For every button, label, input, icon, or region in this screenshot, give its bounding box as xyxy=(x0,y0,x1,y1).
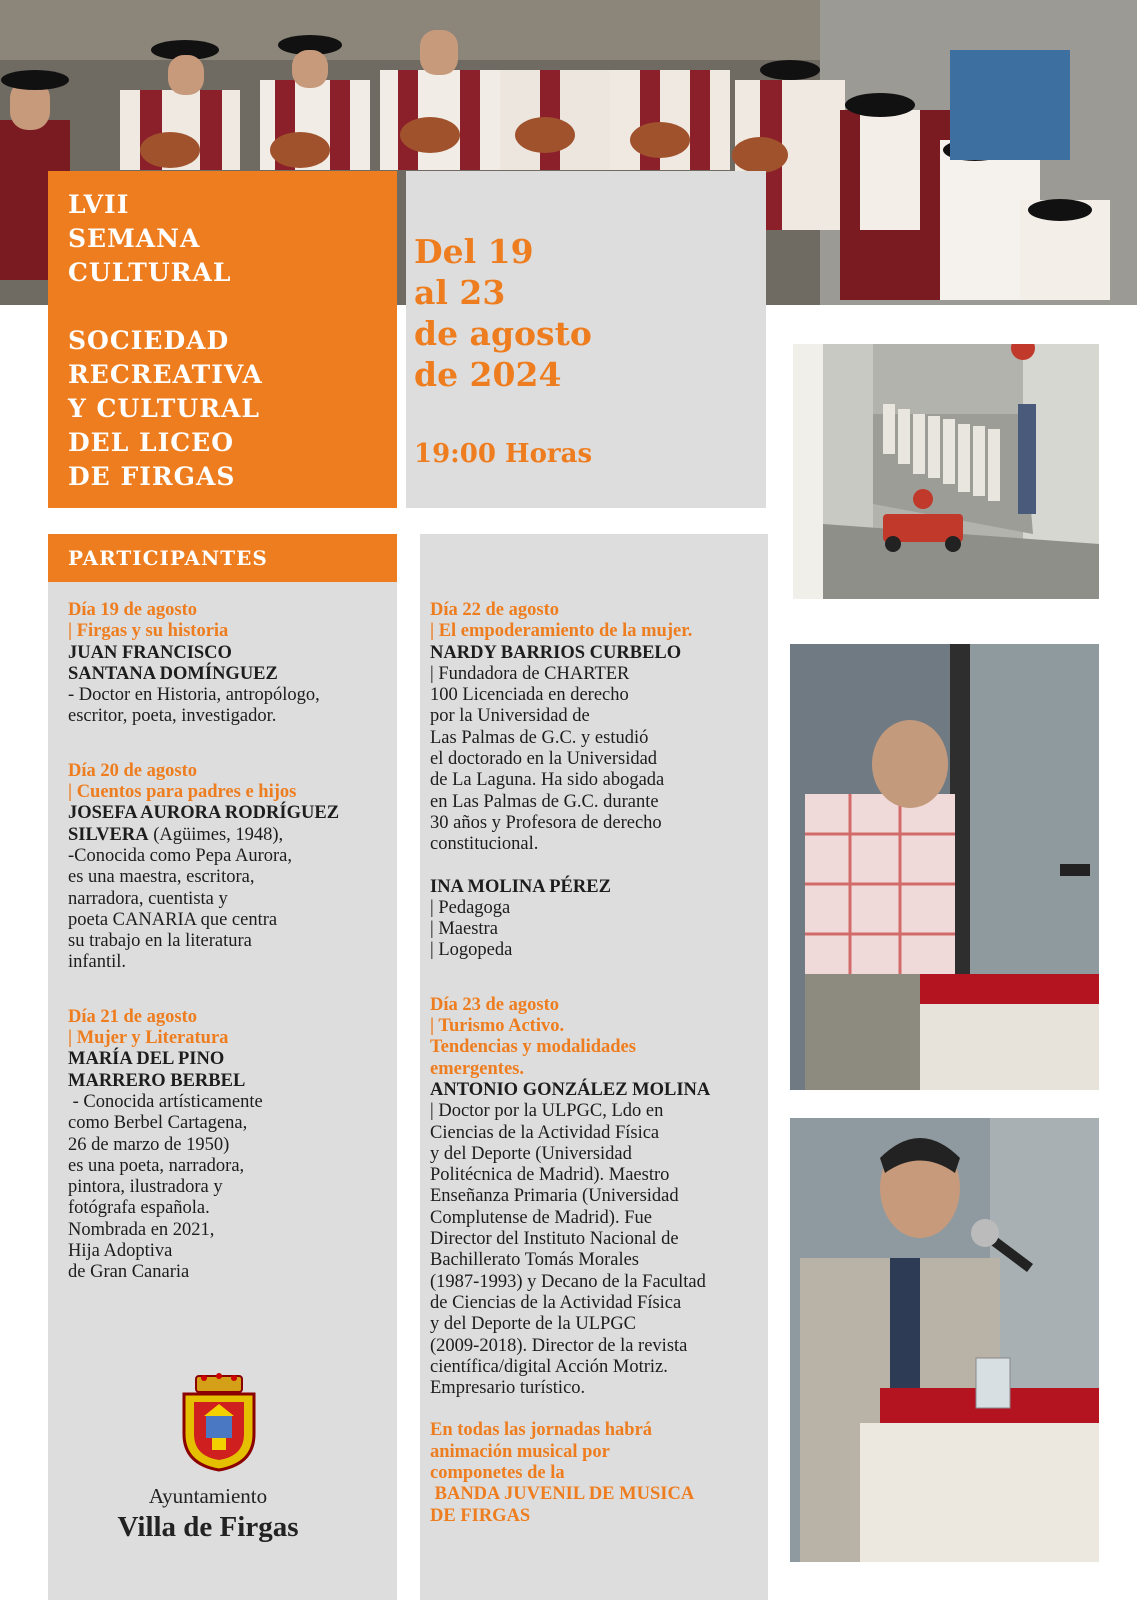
date-line3: de agosto xyxy=(414,314,592,353)
bio-line: | Logopeda xyxy=(430,940,513,961)
speaker-name-line2: SANTANA DOMÍNGUEZ xyxy=(68,663,278,684)
bio-line: (2009-2018). Director de la revista xyxy=(430,1335,688,1356)
session-topic: | Firgas y su historia xyxy=(68,621,229,642)
bio-line: - Doctor en Historia, antropólogo, xyxy=(68,685,320,706)
session-topic: | Cuentos para padres e hijos xyxy=(68,782,297,803)
bio-line: 26 de marzo de 1950) xyxy=(68,1134,230,1155)
bio-line: Hija Adoptiva xyxy=(68,1241,173,1262)
closing-line: DE FIRGAS xyxy=(430,1505,531,1526)
bio-line: Enseñanza Primaria (Universidad xyxy=(430,1186,679,1207)
photo-speaker-microphone xyxy=(790,1118,1099,1562)
date-line2: al 23 xyxy=(414,273,506,312)
bio-line: narradora, cuentista y xyxy=(68,888,228,909)
participants-title: PARTICIPANTES xyxy=(68,546,268,570)
bio-line: como Berbel Cartagena, xyxy=(68,1113,248,1134)
bio-line: Empresario turístico. xyxy=(430,1378,586,1399)
logo-line1: Ayuntamiento xyxy=(148,1484,268,1508)
bio-line: constitucional. xyxy=(430,834,539,855)
session-date: Día 22 de agosto xyxy=(430,600,559,620)
speaker-name: INA MOLINA PÉREZ xyxy=(430,876,611,897)
bio-line: Complutense de Madrid). Fue xyxy=(430,1207,652,1228)
bio-line: -Conocida como Pepa Aurora, xyxy=(68,845,292,866)
closing-note xyxy=(430,1420,765,1526)
bio-line: fotógrafa española. xyxy=(68,1198,210,1219)
event-title-line2: CULTURAL xyxy=(68,258,232,287)
bio-line: (1987-1993) y Decano de la Facultad xyxy=(430,1271,706,1292)
bio-line: pintora, ilustradora y xyxy=(68,1177,223,1198)
event-title-line1: SEMANA xyxy=(68,224,201,253)
bio-line: | Fundadora de CHARTER xyxy=(430,663,630,684)
bio-line: 100 Licenciada en derecho xyxy=(430,685,629,706)
bio-line: | Doctor por la ULPGC, Ldo en xyxy=(430,1101,664,1122)
bio-line: y del Deporte de la ULPGC xyxy=(430,1314,637,1335)
session-topic: Tendencias y modalidades xyxy=(430,1037,636,1058)
speaker-name-line1: JOSEFA AURORA RODRÍGUEZ xyxy=(68,803,340,824)
session-day22 xyxy=(430,600,765,962)
session-day21 xyxy=(68,1007,393,1284)
date-panel xyxy=(406,171,766,508)
bio-line: escritor, poeta, investigador. xyxy=(68,706,277,727)
speaker-origin: (Agüimes, 1948), xyxy=(148,824,284,845)
bio-line: científica/digital Acción Motriz. xyxy=(430,1356,668,1377)
coat-of-arms-icon xyxy=(174,1372,264,1472)
session-day19 xyxy=(68,600,393,728)
bio-line: por la Universidad de xyxy=(430,706,590,727)
left-column-text xyxy=(68,600,393,1305)
session-date: Día 23 de agosto xyxy=(430,994,559,1015)
session-topic: | Mujer y Literatura xyxy=(68,1028,229,1049)
organizer-line5: DE FIRGAS xyxy=(68,462,236,491)
organizer-line1: SOCIEDAD xyxy=(68,326,230,355)
photo-go-kart-race xyxy=(793,344,1099,599)
session-date: Día 19 de agosto xyxy=(68,600,197,620)
closing-line: animación musical por xyxy=(430,1441,610,1462)
closing-line: BANDA JUVENIL DE MUSICA xyxy=(430,1484,695,1505)
edition-label: LVII xyxy=(68,190,130,219)
date-line4: de 2024 xyxy=(414,355,562,394)
bio-line: de Ciencias de la Actividad Física xyxy=(430,1292,682,1313)
speaker-name: NARDY BARRIOS CURBELO xyxy=(430,642,682,663)
bio-line: Nombrada en 2021, xyxy=(68,1219,215,1240)
bio-line: | Pedagoga xyxy=(430,897,511,918)
logo-caption xyxy=(48,1484,368,1544)
speaker-name-line2: MARRERO BERBEL xyxy=(68,1070,246,1091)
bio-line: de Gran Canaria xyxy=(68,1262,190,1283)
bio-line: Las Palmas de G.C. y estudió xyxy=(430,727,649,748)
closing-line: En todas las jornadas habrá xyxy=(430,1420,653,1441)
bio-line: Director del Instituto Nacional de xyxy=(430,1229,679,1250)
session-day23 xyxy=(430,995,765,1400)
session-date: Día 20 de agosto xyxy=(68,760,197,781)
bio-line: - Conocida artísticamente xyxy=(68,1091,263,1112)
speaker-name-line2: SILVERA xyxy=(68,824,149,845)
organizer-line4: DEL LICEO xyxy=(68,428,235,457)
bio-line: poeta CANARIA que centra xyxy=(68,909,278,930)
event-title-panel xyxy=(48,171,397,508)
session-topic: | Turismo Activo. xyxy=(430,1016,565,1037)
organizer-line2: RECREATIVA xyxy=(68,360,263,389)
bio-line: su trabajo en la literatura xyxy=(68,931,252,952)
date-line1: Del 19 xyxy=(414,232,534,271)
speaker-name: ANTONIO GONZÁLEZ MOLINA xyxy=(430,1079,711,1100)
bio-line: infantil. xyxy=(68,952,127,973)
organizer-line3: Y CULTURAL xyxy=(68,394,260,423)
bio-line: 30 años y Profesora de derecho xyxy=(430,812,662,833)
bio-line: de La Laguna. Ha sido abogada xyxy=(430,770,665,791)
session-day20 xyxy=(68,761,393,974)
event-time: 19:00 Horas xyxy=(414,439,593,469)
bio-line: Ciencias de la Actividad Física xyxy=(430,1122,660,1143)
session-topic: emergentes. xyxy=(430,1058,524,1079)
bio-line: el doctorado en la Universidad xyxy=(430,749,658,770)
session-date: Día 21 de agosto xyxy=(68,1006,197,1027)
closing-line: componetes de la xyxy=(430,1462,565,1483)
bio-line: es una poeta, narradora, xyxy=(68,1155,245,1176)
participants-header xyxy=(48,534,397,582)
logo-line2: Villa de Firgas xyxy=(117,1511,299,1543)
bio-line: y del Deporte (Universidad xyxy=(430,1143,632,1164)
right-column-text xyxy=(430,600,765,1527)
bio-line: Politécnica de Madrid). Maestro xyxy=(430,1165,670,1186)
photo-speaker-podium xyxy=(790,644,1099,1090)
speaker-name-line1: JUAN FRANCISCO xyxy=(68,642,232,663)
session-topic: | El empoderamiento de la mujer. xyxy=(430,621,693,642)
bio-line: | Maestra xyxy=(430,919,498,940)
bio-line: en Las Palmas de G.C. durante xyxy=(430,791,659,812)
bio-line: es una maestra, escritora, xyxy=(68,867,255,888)
speaker-name-line1: MARÍA DEL PINO xyxy=(68,1049,225,1070)
bio-line: Bachillerato Tomás Morales xyxy=(430,1250,640,1271)
